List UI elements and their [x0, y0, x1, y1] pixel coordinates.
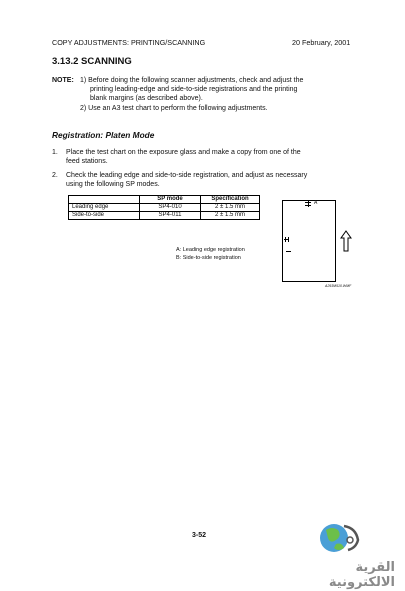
step-2-number: 2. [52, 172, 58, 179]
table-cell: Side-to-side [69, 212, 140, 220]
globe-logo-icon [318, 518, 362, 558]
logo-text: القرية الالكترونية [328, 560, 395, 590]
diagram-label-a: A [314, 200, 318, 206]
feed-direction-arrow-icon [340, 230, 352, 252]
step-2-line-2: using the following SP modes. [66, 181, 160, 188]
table-cell: SP4-011 [140, 212, 201, 220]
mark-b-tick-1 [285, 237, 286, 242]
table-header-row [69, 196, 260, 204]
mark-b-line-2 [286, 251, 291, 252]
page-number: 3-52 [192, 532, 207, 539]
step-2-line-1: Check the leading edge and side-to-side registration, and adjust as necessary [66, 172, 308, 179]
legend-a: A: Leading edge registration [176, 247, 245, 253]
diagram-code: A293M510.WMF [325, 284, 352, 288]
table-cell: Leading edge [69, 204, 140, 212]
table-row [69, 212, 260, 220]
table-header-sp-mode: SP mode [140, 196, 201, 204]
note-item-2: 2) Use an A3 test chart to perform the following adjustments. [80, 105, 268, 112]
mark-a-stem [308, 201, 309, 207]
table-cell: 2 ± 1.5 mm [201, 212, 260, 220]
note-label: NOTE: [52, 77, 74, 84]
header-date: 20 February, 2001 [292, 38, 351, 47]
note-item-1-line-3: blank margins (as described above). [90, 95, 203, 102]
step-1-line-1: Place the test chart on the exposure glass and make a copy from one of the [66, 149, 301, 156]
table-cell: SP4-010 [140, 204, 201, 212]
table-cell: 2 ± 1.5 mm [201, 204, 260, 212]
table-header-blank [69, 196, 140, 204]
legend-b: B: Side-to-side registration [176, 255, 241, 261]
note-item-1-line-1: 1) Before doing the following scanner adjustments, check and adjust the [80, 77, 304, 84]
section-title: 3.13.2 SCANNING [52, 56, 132, 67]
table-row [69, 204, 260, 212]
subheading: Registration: Platen Mode [52, 130, 155, 140]
step-1-number: 1. [52, 149, 58, 156]
mark-b-tick-2 [288, 237, 289, 242]
header-section: COPY ADJUSTMENTS: PRINTING/SCANNING [52, 38, 206, 47]
sp-mode-table [68, 195, 260, 220]
registration-diagram [282, 200, 336, 282]
note-item-1-line-2: printing leading-edge and side-to-side registrations and the printing [90, 86, 298, 93]
step-1-line-2: feed stations. [66, 158, 108, 165]
table-header-specification: Specification [201, 196, 260, 204]
